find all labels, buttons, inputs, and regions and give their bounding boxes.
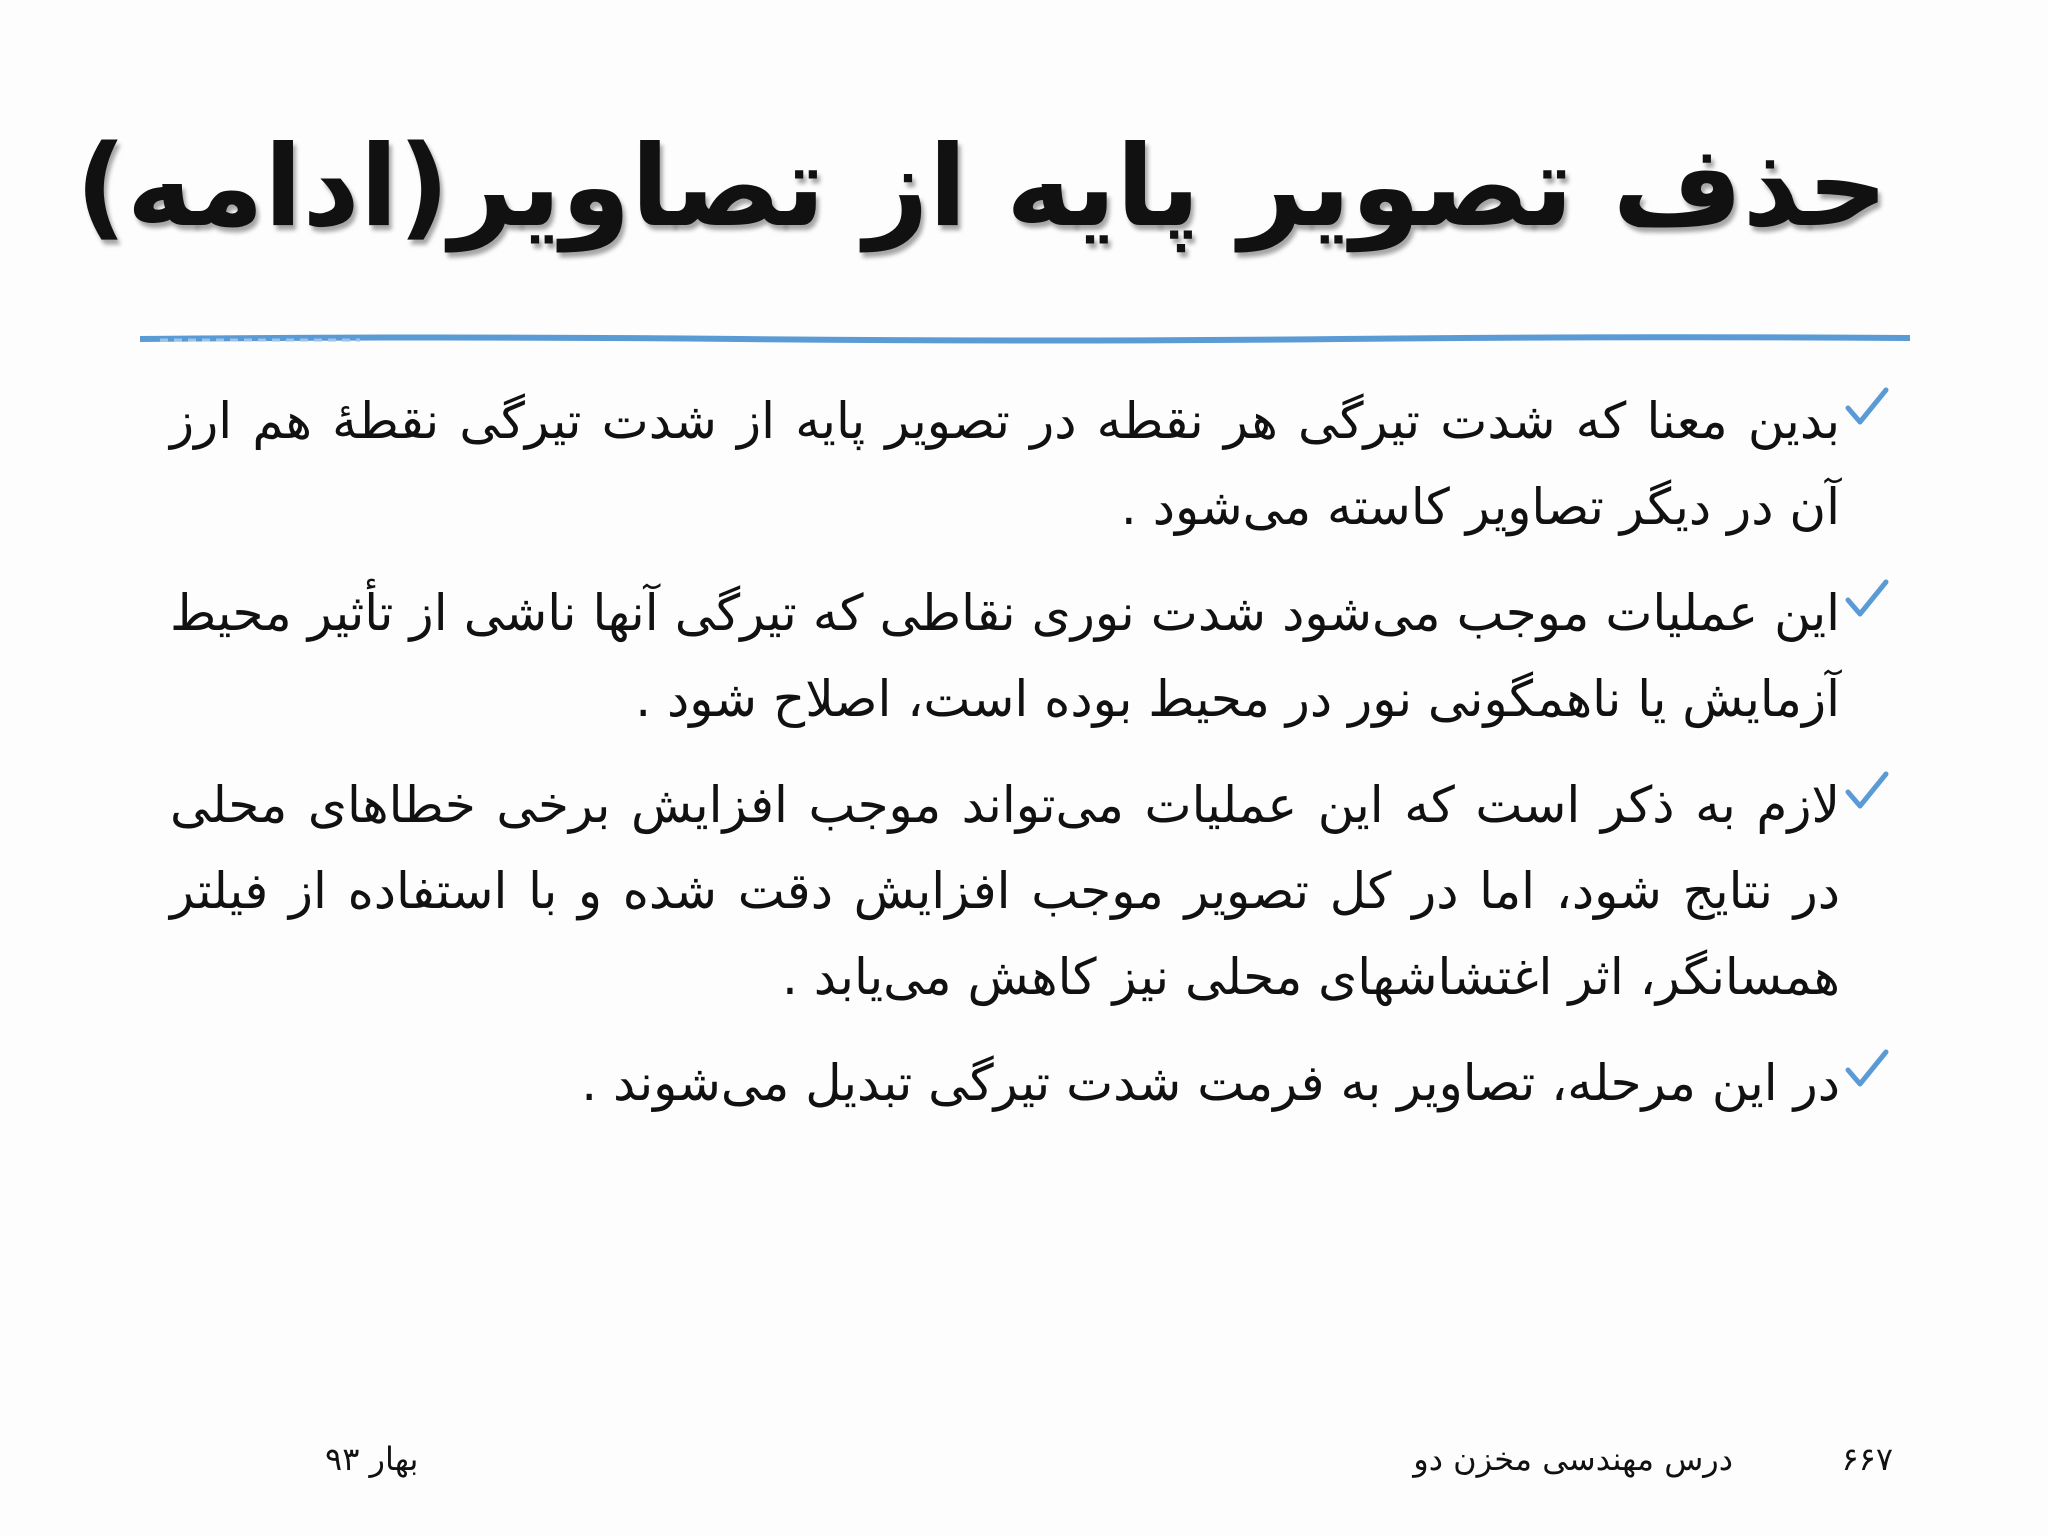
check-icon: [1844, 768, 1890, 814]
course-name: درس مهندسی مخزن دو: [1413, 1440, 1733, 1478]
bullet-text: این عملیات موجب می‌شود شدت نوری نقاطی که تیرگی آنها ناشی از تأثیر محیط آزمایش یا ناهمگونی نور در محیط بوده است، اصلاح شود .: [170, 584, 1840, 728]
bullet-text: لازم به ذکر است که این عملیات می‌تواند موجب افزایش برخی خطاهای محلی در نتایج شود، اما در کل تصویر موجب افزایش دقت شده و با استفاده از فیلتر همسانگر، اثر اغتشاشهای محلی نیز کاهش می‌یابد .: [170, 776, 1840, 1006]
slide-title: حذف تصویر پایه از تصاویر(ادامه): [75, 122, 1888, 252]
check-icon: [1844, 1046, 1890, 1092]
footer-date: بهار ۹۳: [325, 1440, 419, 1478]
bullet-item: [170, 570, 1890, 742]
check-icon: [1844, 576, 1890, 622]
check-icon: [1844, 384, 1890, 430]
title-divider: [140, 334, 1910, 344]
bullet-item: [170, 378, 1890, 550]
bullet-text: بدین معنا که شدت تیرگی هر نقطه در تصویر پایه از شدت تیرگی نقطۀ هم ارز آن در دیگر تصاویر کاسته می‌شود .: [170, 392, 1840, 536]
bullet-text: در این مرحله، تصاویر به فرمت شدت تیرگی تبدیل می‌شوند .: [581, 1054, 1840, 1112]
bullet-item: [170, 1040, 1890, 1126]
bullet-item: [170, 762, 1890, 1020]
page-number: ۶۶۷: [1841, 1440, 1893, 1478]
bullet-list: [170, 378, 1890, 1146]
